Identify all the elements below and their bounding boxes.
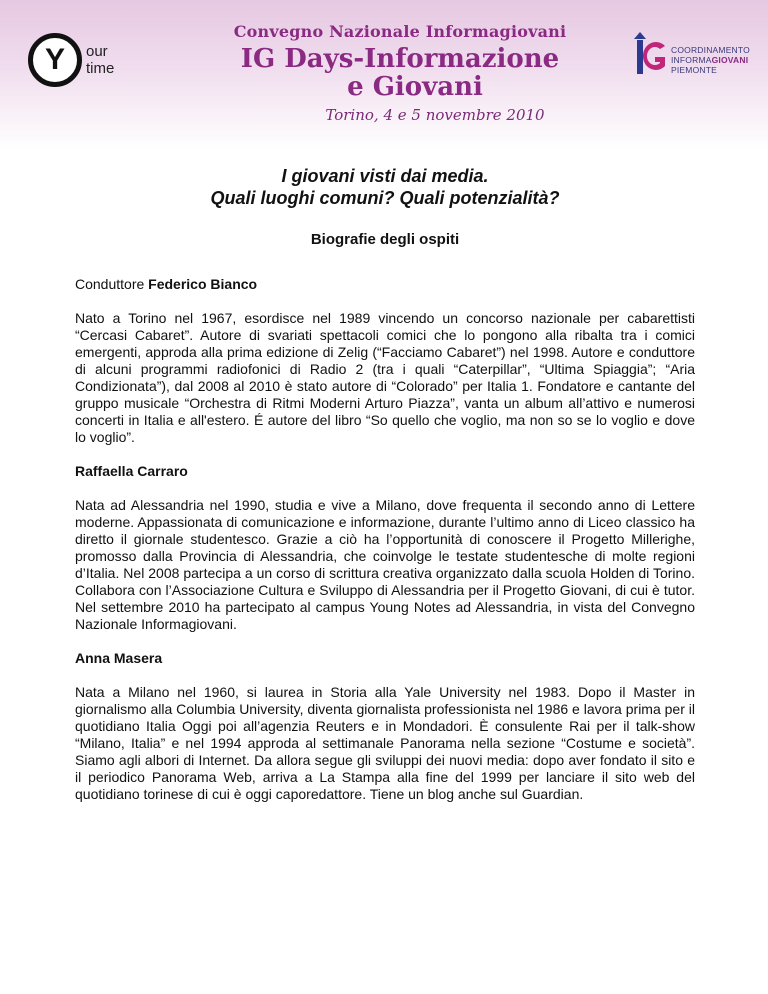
logo-text-giovani: GIOVANI bbox=[711, 55, 749, 65]
guest-name: Raffaella Carraro bbox=[75, 463, 188, 479]
guest-bio: Nata a Milano nel 1960, si laurea in Storia alla Yale University nel 1983. Dopo il Master in giornalismo alla Columbia University, diventa giornalista professionista nel 1986 e lavora prima per il quotidiano Italia Oggi poi all’agenzia Reuters e in Mondadori. È consulente Rai per il talk-show “Milano, Italia” e nel 1994 approda al settimanale Panorama nella sezione “Costume e società”. Siamo agli albori di Internet. Da allora segue gli sviluppi dei nuovi media: dopo aver fondato il sito e il periodico Panorama Web, arriva a La Stampa alla fine del 1999 per lanciare il sito web del quotidiano torinese di cui è oggi caporedattore. Tiene un blog anche sul Guardian. bbox=[75, 684, 695, 802]
event-date: Torino, 4 e 5 novembre 2010 bbox=[325, 106, 545, 124]
event-title-line1: IG Days-Informazione bbox=[240, 44, 560, 74]
ig-logo-icon bbox=[628, 32, 668, 76]
document-subtitle: Biografie degli ospiti bbox=[310, 231, 460, 248]
document-title-line2: Quali luoghi comuni? Quali potenzialità? bbox=[210, 188, 560, 208]
guest-name: Federico Bianco bbox=[148, 276, 258, 292]
logo-text-line2 bbox=[671, 55, 748, 65]
guest-heading bbox=[75, 276, 695, 293]
guest-bio: Nata ad Alessandria nel 1990, studia e vive a Milano, dove frequenta il secondo anno di Lettere moderne. Appassionata di comunicazione e informazione, durante l’ultimo anno di Liceo classico ha diretto il giornale studentesco. Grazie a ciò ha l’opportunità di conoscere il Progetto Millerighe, promosso dalla Provincia di Alessandria, che coinvolge le testate studentesche di molte regioni d’Italia. Nel 2008 partecipa a un corso di scrittura creativa organizzato dalla scuola Holden di Torino. Collabora con l’Associazione Cultura e Sviluppo di Alessandria per il Progetto Giovani, di cui è tutor. Nel settembre 2010 ha partecipato al campus Young Notes ad Alessandria, in vista del Convegno Nazionale Informagiovani. bbox=[75, 497, 695, 632]
logo-word-our: our bbox=[86, 43, 108, 60]
event-title-line2: e Giovani bbox=[347, 72, 483, 102]
coordinamento-logo bbox=[626, 32, 766, 82]
logo-letter: Y bbox=[28, 33, 82, 87]
guest-heading bbox=[75, 650, 695, 667]
document-title-line1: I giovani visti dai media. bbox=[281, 166, 489, 186]
biographies bbox=[75, 276, 695, 820]
your-time-logo bbox=[28, 33, 128, 93]
logo-text-line3: PIEMONTE bbox=[671, 65, 717, 75]
guest-name: Anna Masera bbox=[75, 650, 163, 666]
logo-word-time: time bbox=[86, 60, 115, 77]
guest-heading bbox=[75, 463, 695, 480]
logo-text-informa: INFORMA bbox=[671, 55, 712, 65]
convention-name: Convegno Nazionale Informagiovani bbox=[233, 22, 567, 41]
logo-text-line1: COORDINAMENTO bbox=[671, 45, 750, 55]
guest-role: Conduttore bbox=[75, 276, 149, 292]
guest-bio: Nato a Torino nel 1967, esordisce nel 1989 vincendo un concorso nazionale per cabarettisti “Cercasi Cabaret”. Autore di svariati spettacoli comici che lo pongono alla ribalta tra i comici emergenti, approda alla prima edizione di Zelig (“Facciamo Cabaret”) nel 1998. Autore e conduttore di alcuni programmi radiofonici di Radio 2 (tra i quali “Caterpillar”, “Ultima Spiaggia”; “Aria Condizionata”), dal 2008 al 2010 è stato autore di “Colorado” per Italia 1. Fondatore e cantante del gruppo musicale “Orchestra di Ritmi Moderni Arturo Piazza”, vanta un album all’attivo e numerosi concerti in Italia e all'estero. É autore del libro “So quello che voglio, ma non so se lo voglio e dove lo voglio”. bbox=[75, 310, 695, 445]
